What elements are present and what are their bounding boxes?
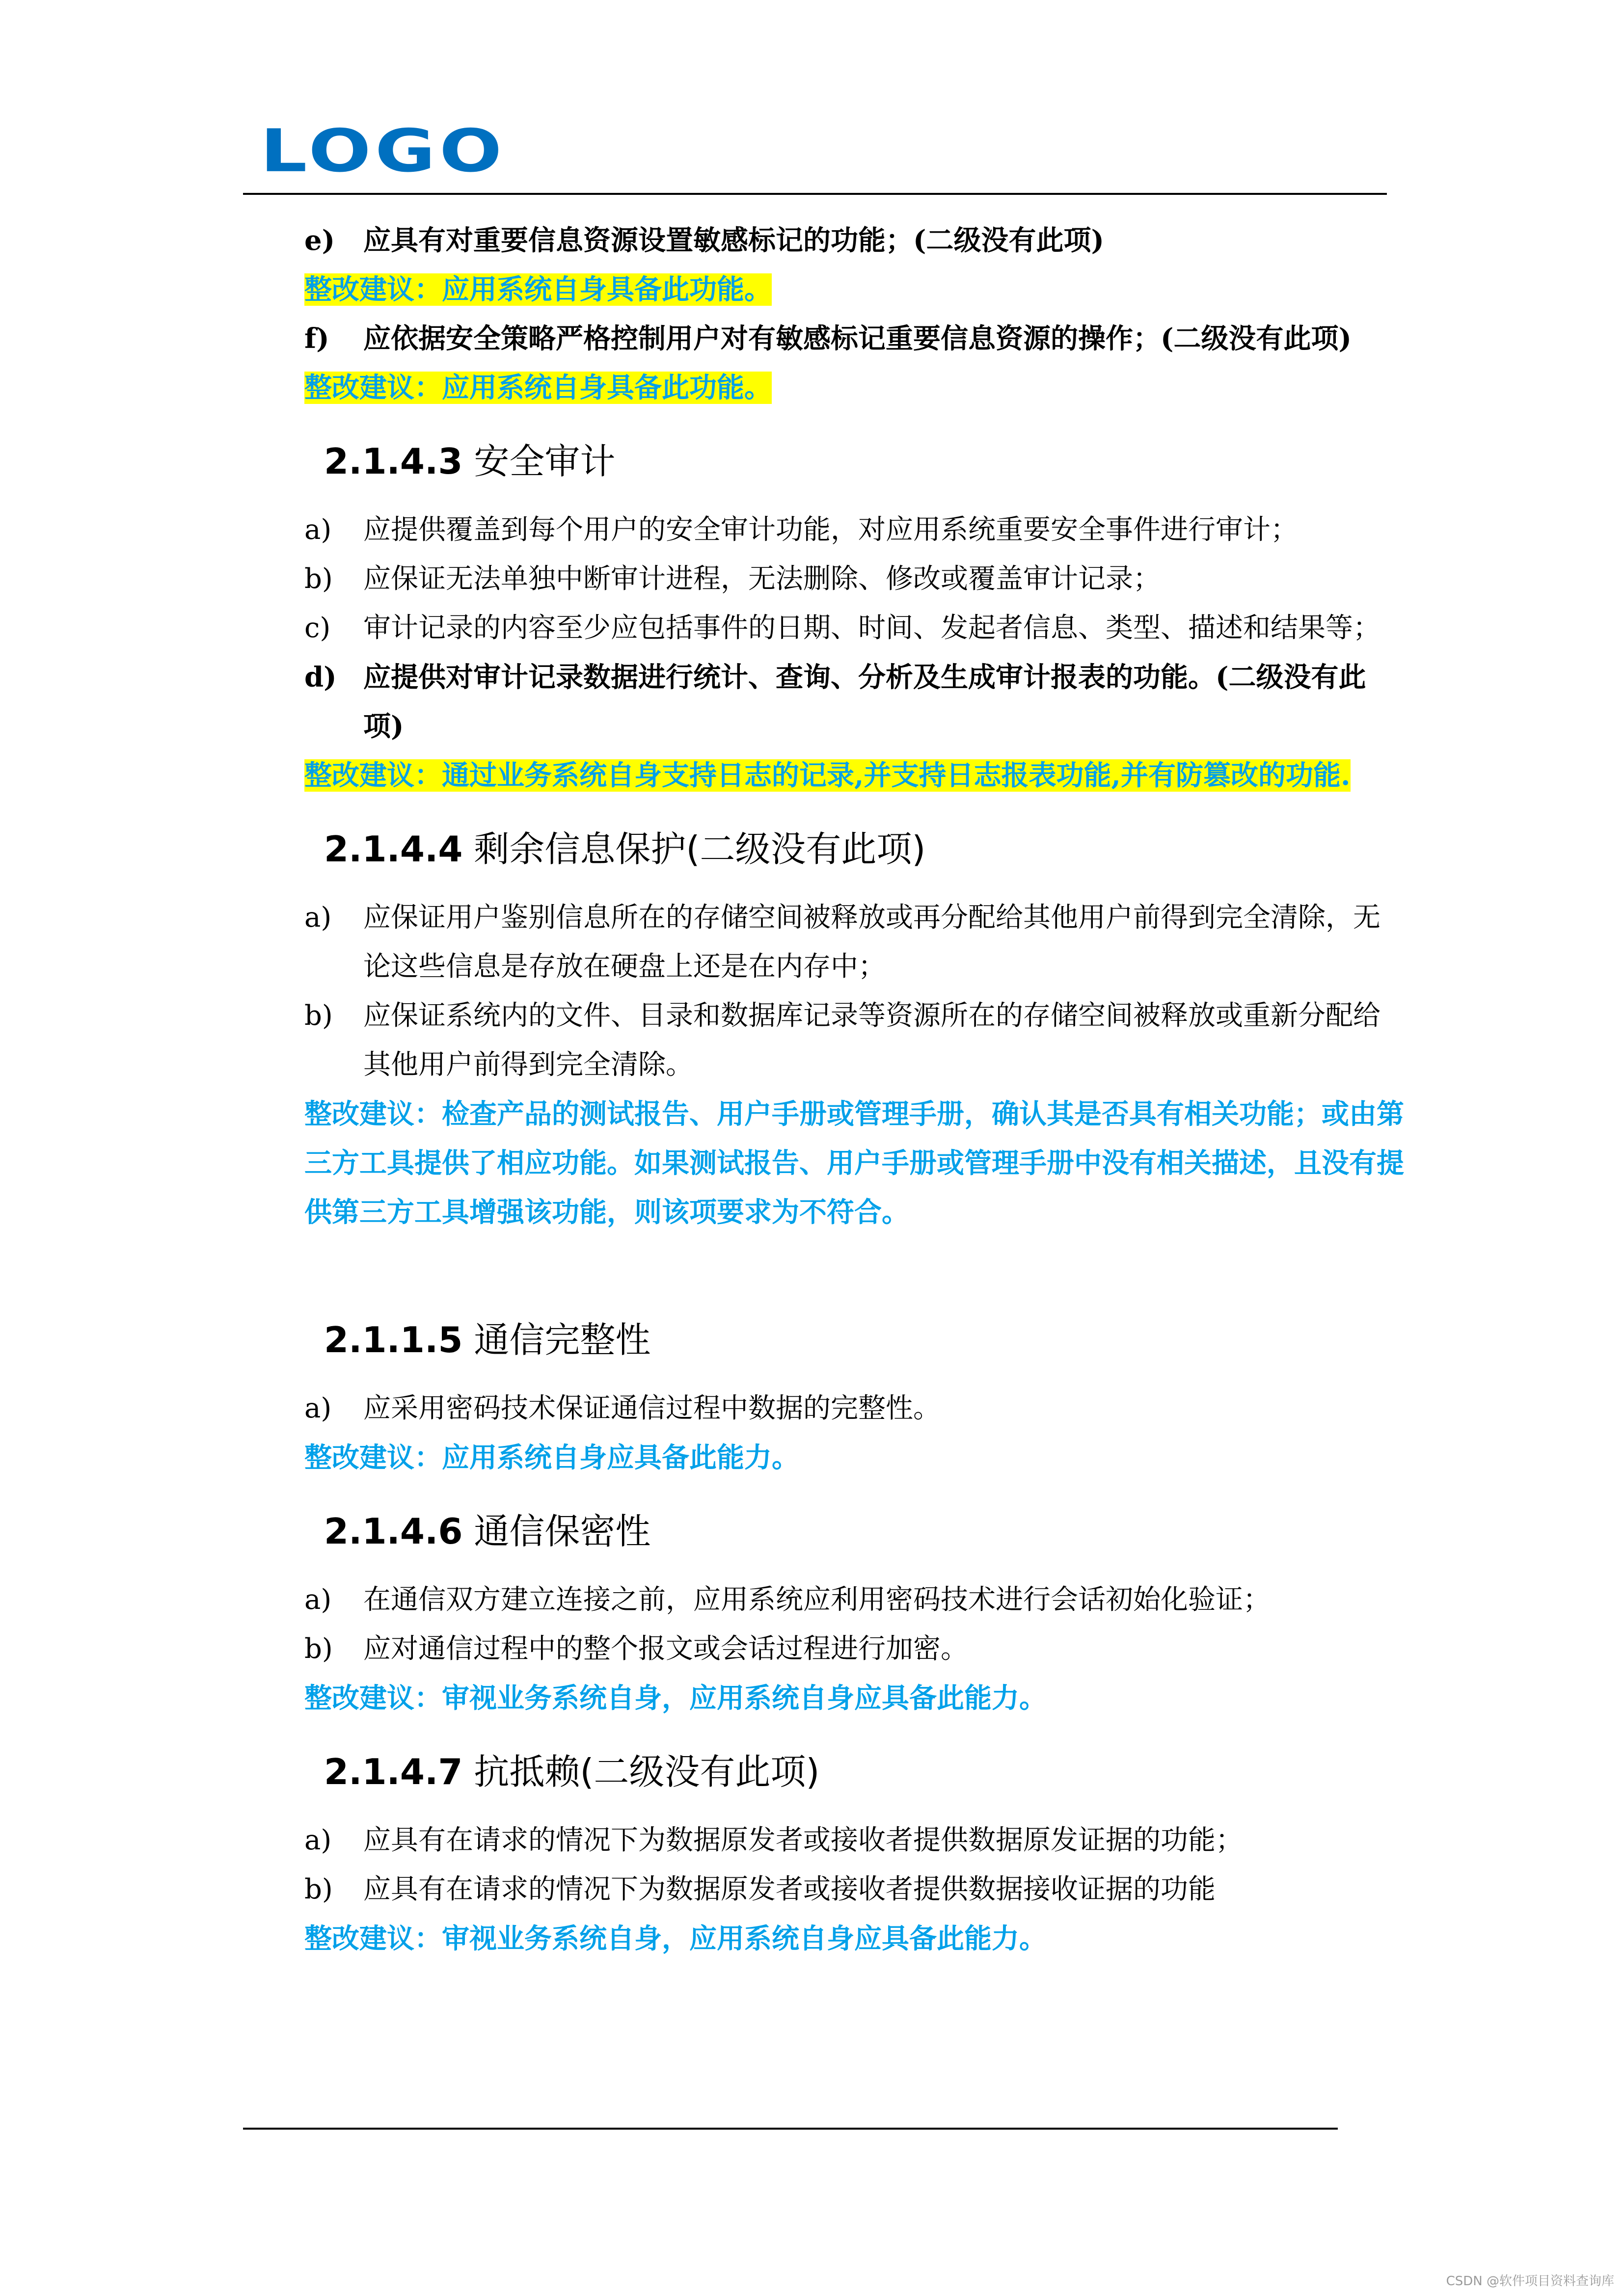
watermark: CSDN @软件项目资料查询库 <box>1446 2274 1614 2289</box>
list-item <box>304 555 1404 604</box>
list-label: e) <box>304 224 335 257</box>
rectification-advice <box>304 363 1404 412</box>
section-heading-security-audit <box>304 437 1404 486</box>
section-heading-comm-confidentiality <box>304 1507 1404 1556</box>
section-title: 安全审计 <box>474 441 616 482</box>
list-item <box>304 991 1404 1090</box>
list-text: 应具有在请求的情况下为数据原发者或接收者提供数据原发证据的功能； <box>363 1824 1243 1856</box>
section-title: 抗抵赖(二级没有此项) <box>474 1751 820 1792</box>
advice-text: 整改建议：应用系统自身具备此功能。 <box>304 273 772 306</box>
list-item <box>304 893 1404 991</box>
advice-text: 整改建议：应用系统自身具备此功能。 <box>304 372 772 404</box>
list-text: 应保证无法单独中断审计进程，无法删除、修改或覆盖审计记录； <box>363 563 1161 595</box>
list-item <box>304 506 1404 555</box>
section-number: 2.1.4.3 <box>324 441 463 482</box>
list-label: b) <box>304 1000 333 1032</box>
list-text: 审计记录的内容至少应包括事件的日期、时间、发起者信息、类型、描述和结果等； <box>363 612 1380 644</box>
list-item <box>304 1384 1404 1433</box>
rectification-advice: 整改建议：检查产品的测试报告、用户手册或管理手册，确认其是否具有相关功能；或由第三方工具提供了相应功能。如果测试报告、用户手册或管理手册中没有相关描述，且没有提供第三方工具增强该功能，则该项要求为不符合。 <box>304 1098 1404 1228</box>
section-number: 2.1.1.5 <box>324 1319 463 1361</box>
list-text: 应采用密码技术保证通信过程中数据的完整性。 <box>363 1392 941 1424</box>
rectification-advice: 整改建议：应用系统自身应具备此能力。 <box>304 1442 799 1474</box>
section-title: 剩余信息保护(二级没有此项) <box>474 828 926 870</box>
list-text: 应提供对审计记录数据进行统计、查询、分析及生成审计报表的功能。(二级没有此项) <box>363 661 1366 743</box>
list-item <box>304 653 1404 751</box>
section-title: 通信保密性 <box>474 1511 651 1552</box>
section-heading-residual-info <box>304 825 1404 874</box>
header-rule <box>243 193 1387 195</box>
list-label: a) <box>304 1824 332 1856</box>
rectification-advice <box>304 751 1404 800</box>
list-text: 应保证系统内的文件、目录和数据库记录等资源所在的存储空间被释放或重新分配给其他用户前得到完全清除。 <box>363 1000 1380 1081</box>
footer-rule <box>243 2128 1338 2130</box>
list-label: b) <box>304 1873 333 1905</box>
list-label: b) <box>304 563 333 595</box>
section-number: 2.1.4.7 <box>324 1751 463 1792</box>
list-item-e <box>304 216 1404 265</box>
list-text: 在通信双方建立连接之前，应用系统应利用密码技术进行会话初始化验证； <box>363 1584 1271 1616</box>
list-item <box>304 1575 1404 1625</box>
list-text: 应提供覆盖到每个用户的安全审计功能，对应用系统重要安全事件进行审计； <box>363 514 1298 546</box>
list-label: d) <box>304 661 337 694</box>
list-item <box>304 1816 1404 1865</box>
list-label: f) <box>304 322 329 355</box>
rectification-advice <box>304 265 1404 314</box>
list-text: 应保证用户鉴别信息所在的存储空间被释放或再分配给其他用户前得到完全清除，无论这些信息是存放在硬盘上还是在内存中； <box>363 902 1380 983</box>
list-label: c) <box>304 612 331 644</box>
section-heading-comm-integrity <box>304 1315 1404 1364</box>
list-label: a) <box>304 514 332 546</box>
section-heading-non-repudiation <box>304 1747 1404 1796</box>
list-item-f <box>304 314 1404 363</box>
section-number: 2.1.4.4 <box>324 828 463 870</box>
list-label: a) <box>304 1584 332 1616</box>
list-label: a) <box>304 902 332 934</box>
list-text: 应对通信过程中的整个报文或会话过程进行加密。 <box>363 1633 968 1665</box>
rectification-advice: 整改建议：审视业务系统自身，应用系统自身应具备此能力。 <box>304 1682 1047 1714</box>
logo: LOGO <box>260 117 506 186</box>
list-label: b) <box>304 1633 333 1665</box>
list-text: 应依据安全策略严格控制用户对有敏感标记重要信息资源的操作；(二级没有此项) <box>363 322 1352 355</box>
list-text: 应具有对重要信息资源设置敏感标记的功能；(二级没有此项) <box>363 224 1104 257</box>
list-item <box>304 1625 1404 1674</box>
list-item <box>304 1865 1404 1914</box>
list-label: a) <box>304 1392 332 1424</box>
section-number: 2.1.4.6 <box>324 1511 463 1552</box>
list-item <box>304 604 1404 653</box>
section-title: 通信完整性 <box>474 1319 651 1361</box>
advice-text: 整改建议：通过业务系统自身支持日志的记录,并支持日志报表功能,并有防篡改的功能. <box>304 759 1351 792</box>
document-body <box>304 216 1404 1963</box>
list-text: 应具有在请求的情况下为数据原发者或接收者提供数据接收证据的功能 <box>363 1873 1216 1905</box>
rectification-advice: 整改建议：审视业务系统自身，应用系统自身应具备此能力。 <box>304 1922 1047 1955</box>
